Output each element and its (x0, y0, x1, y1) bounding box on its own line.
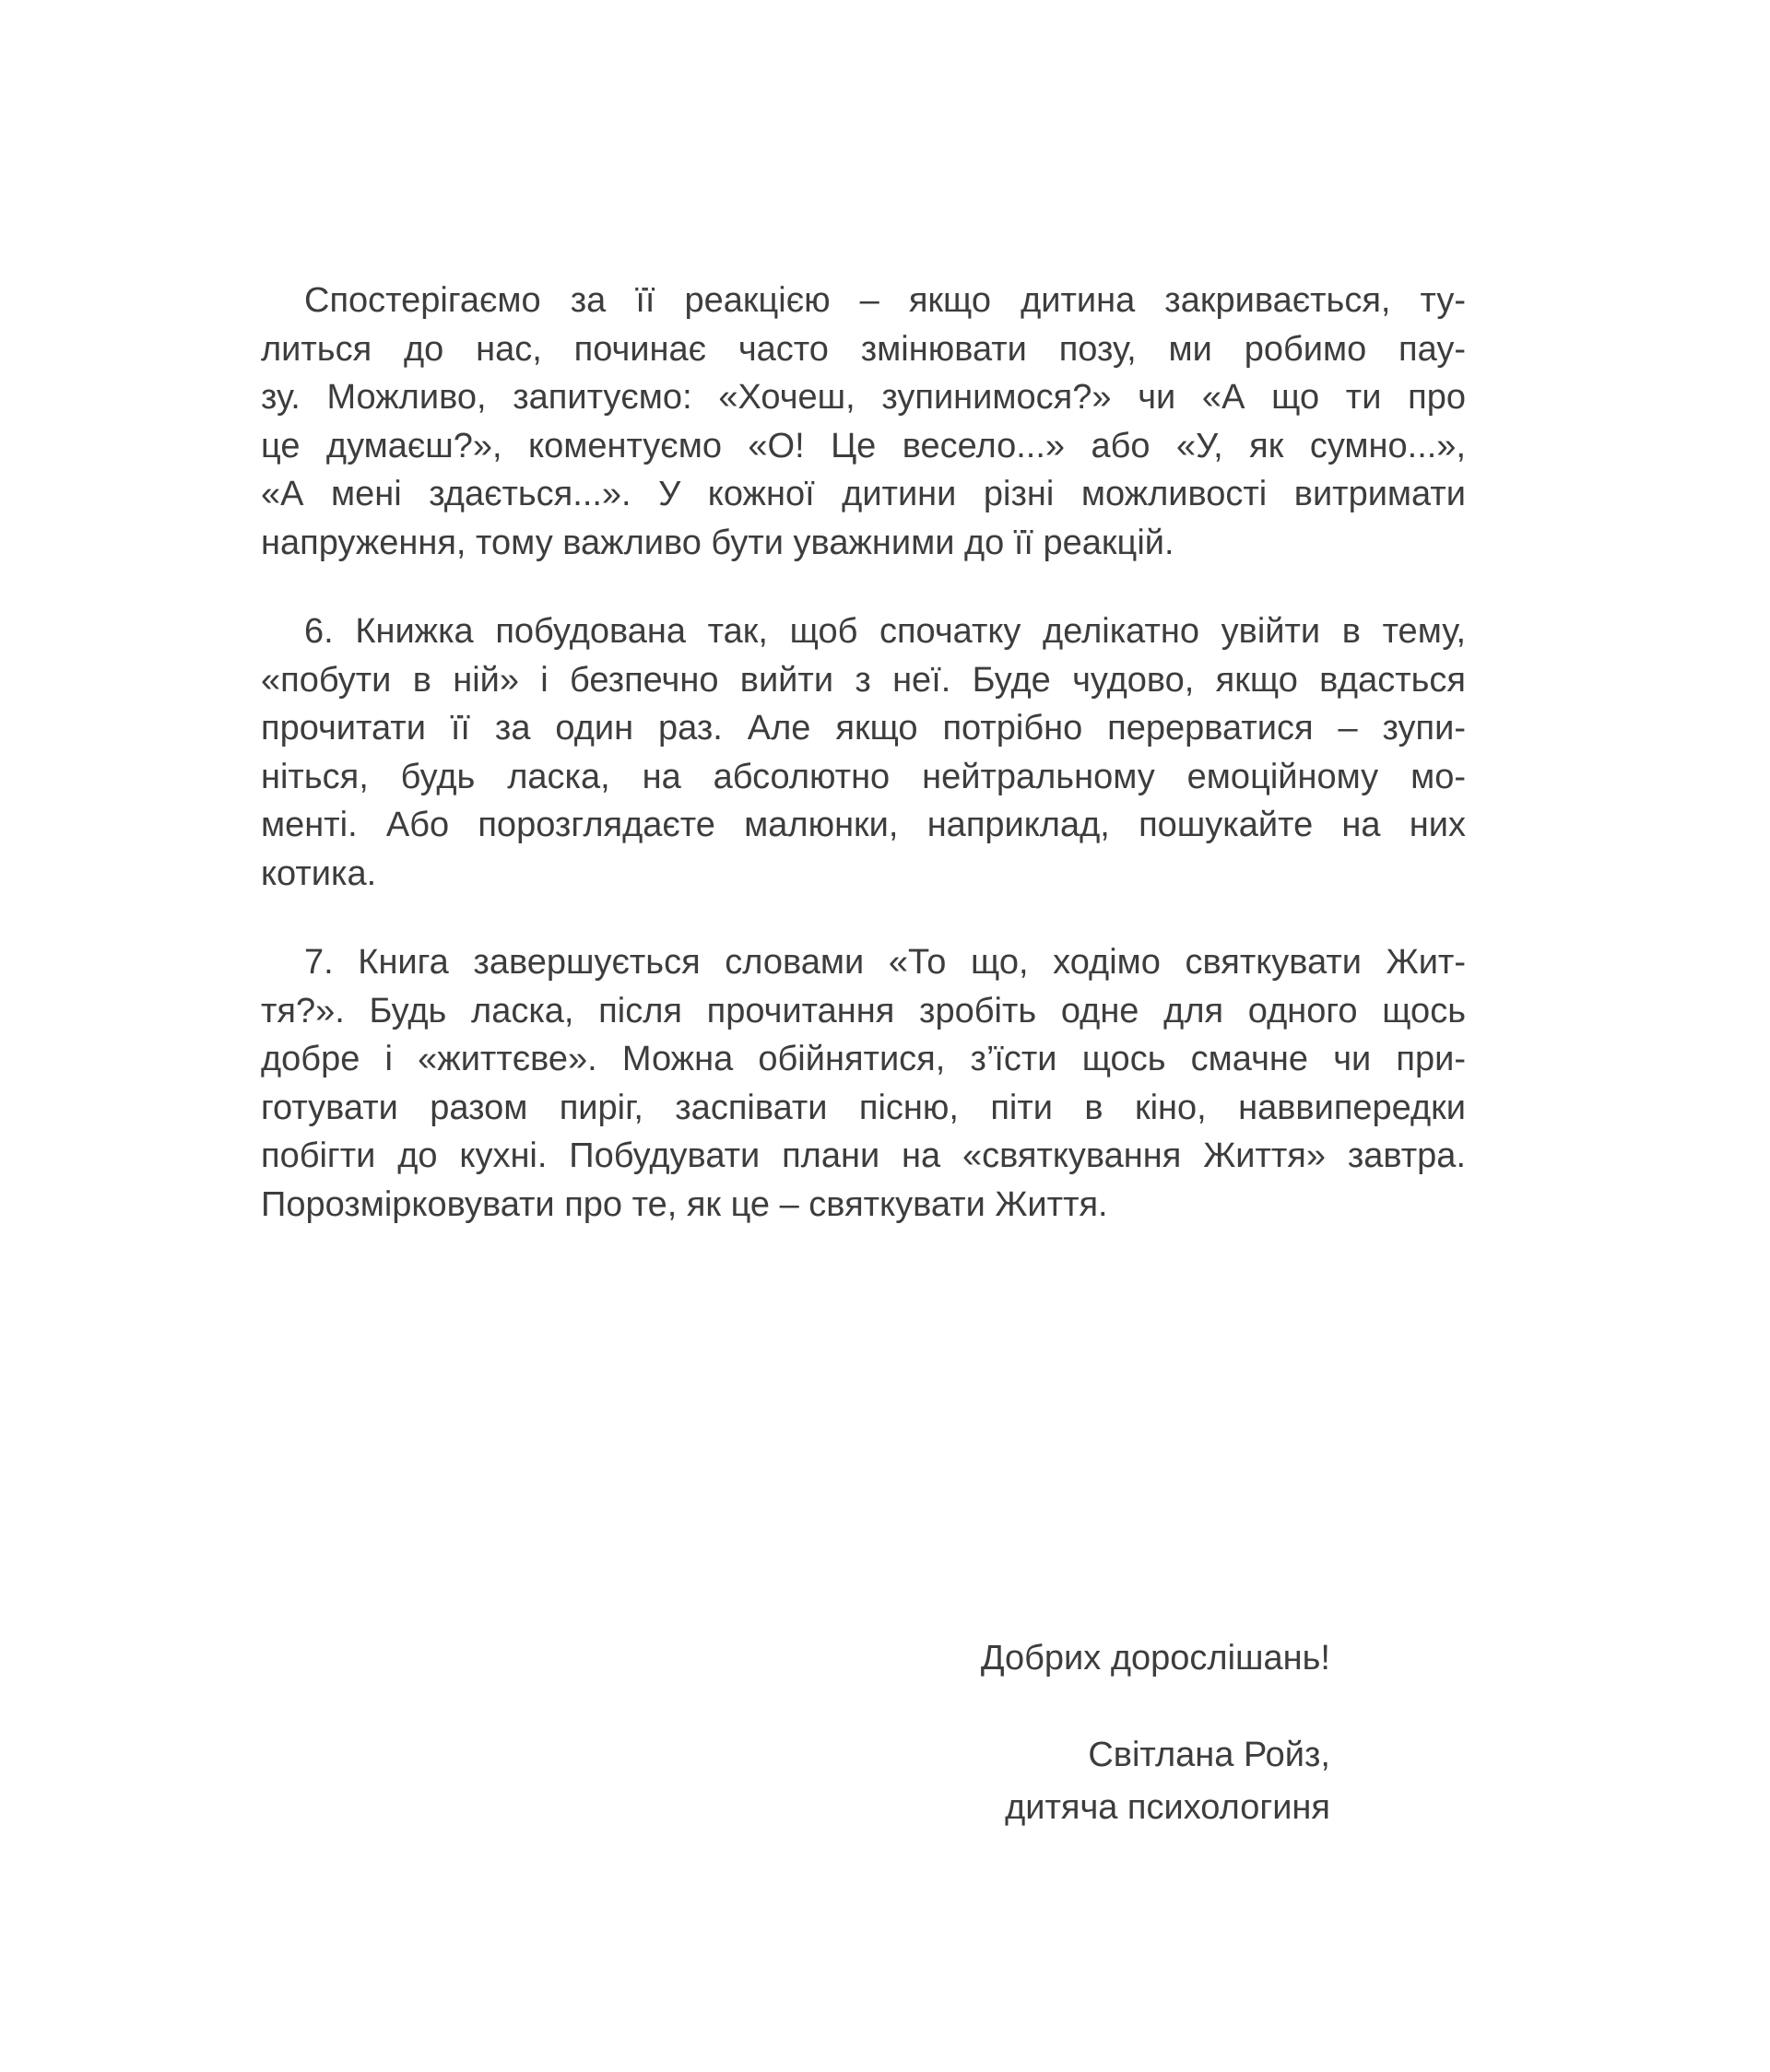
signature-role: дитяча психологиня (1005, 1787, 1330, 1827)
signature-gap (981, 1683, 1330, 1729)
paragraph-line: напруження, тому важливо бути уважними до її реакцій. (261, 523, 1174, 562)
paragraph-line: це думаєш?», коментуємо «О! Це весело...» або «У, як сумно...», (261, 426, 1466, 465)
paragraph-line: зу. Можливо, запитуємо: «Хочеш, зупинимося?» чи «А що ти про (261, 378, 1466, 417)
paragraph-line: менті. Або порозглядаєте малюнки, наприклад, пошукайте на них (261, 806, 1466, 844)
paragraph-line: побігти до кухні. Побудувати плани на «святкування Життя» завтра. (261, 1136, 1466, 1175)
text-column (261, 277, 1466, 1229)
paragraph-line: готувати разом пиріг, заспівати пісню, піти в кіно, наввипередки (261, 1088, 1466, 1127)
paragraph-line: литься до нас, починає часто змінювати позу, ми робимо пау- (261, 329, 1466, 369)
signature-author: Світлана Ройз, (1088, 1735, 1330, 1774)
paragraph-line: прочитати її за один раз. Але якщо потрібно перерватися – зупи- (261, 709, 1466, 748)
paragraph-observing-reaction (261, 277, 1466, 567)
paragraph-line: «побути в ній» і безпечно вийти з неї. Буде чудово, якщо вдасться (261, 660, 1466, 700)
paragraph-item-6 (261, 607, 1466, 898)
paragraph-line: добре і «життєве». Можна обійнятися, з’їсти щось смачне чи при- (261, 1040, 1466, 1078)
paragraph-line: «А мені здається...». У кожної дитини різні можливості витримати (261, 475, 1466, 513)
paragraph-line: Порозмірковувати про те, як це – святкувати Життя. (261, 1184, 1108, 1224)
paragraph-line: 6. Книжка побудована так, щоб спочатку делікатно увійти в тему, (304, 612, 1466, 651)
paragraph-line: ніться, будь ласка, на абсолютно нейтральному емоційному мо- (261, 757, 1466, 796)
paragraph-line: тя?». Будь ласка, після прочитання зробіть одне для одного щось (261, 991, 1466, 1030)
paragraph-line: котика. (261, 854, 377, 893)
signature-farewell: Добрих дорослішань! (980, 1639, 1330, 1678)
paragraph-item-7 (261, 938, 1466, 1229)
paragraph-line: 7. Книга завершується словами «То що, ходімо святкувати Жит- (304, 943, 1466, 982)
signature-block (981, 1634, 1330, 1834)
paragraph-line: Спостерігаємо за її реакцією – якщо дитина закривається, ту- (304, 281, 1466, 320)
